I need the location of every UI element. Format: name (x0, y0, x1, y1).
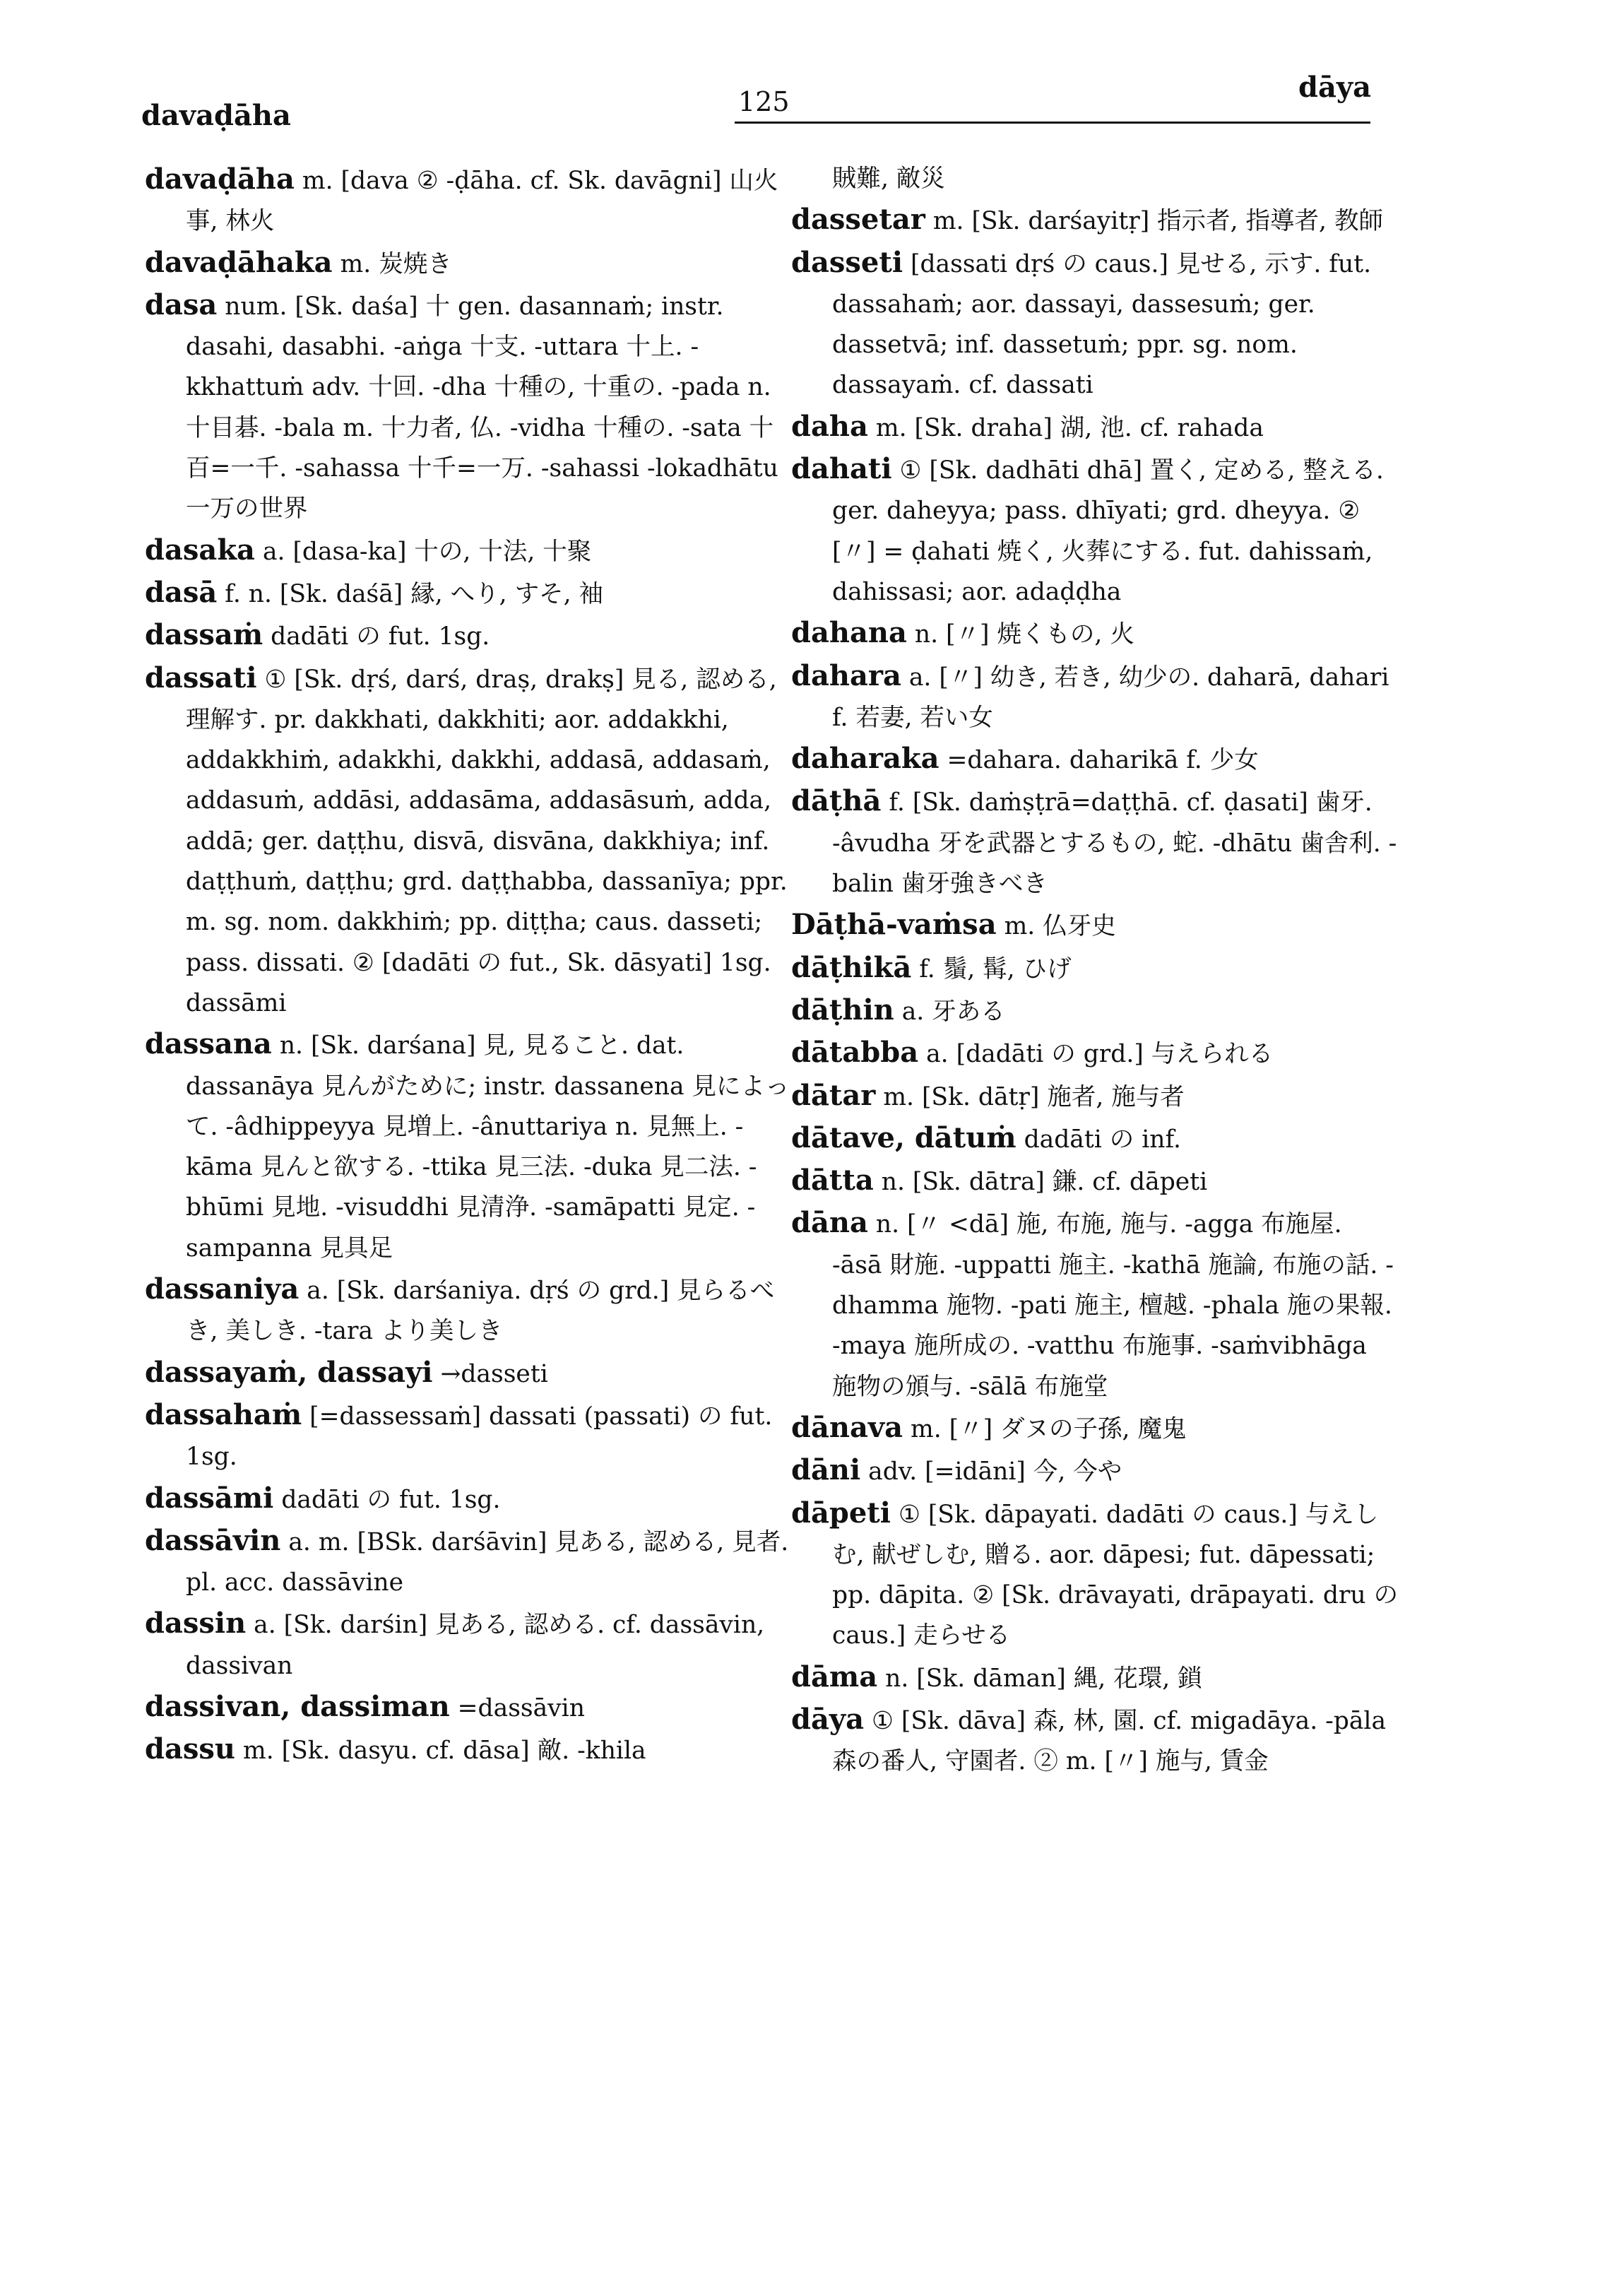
page-number: 125 (738, 86, 790, 117)
dictionary-entry (145, 1520, 795, 1604)
dictionary-entry (145, 572, 795, 615)
entry-definition: m. [Sk. darśayitṛ] 指示者, 指導者, 教師 (932, 207, 1383, 236)
entry-definition: a. [dasa-ka] 十の, 十法, 十聚 (262, 537, 592, 566)
dictionary-entry (145, 615, 795, 657)
dictionary-entry (145, 658, 795, 1024)
entry-headword: dassana (145, 1027, 272, 1061)
entry-definition: =dahara. daharikā f. 少女 (947, 746, 1259, 775)
entry-definition: m. [Sk. dātṛ] 施者, 施与者 (883, 1082, 1185, 1111)
entry-definition: m. [Sk. dasyu. cf. dāsa] 敵. -khila (242, 1737, 646, 1766)
entry-headword: dāpeti (791, 1496, 891, 1530)
entry-definition: f. n. [Sk. daśā] 縁, へり, すそ, 袖 (225, 579, 604, 608)
entry-headword: dāṭhā (791, 784, 882, 818)
entry-definition: ① [Sk. dadhāti dhā] 置く, 定める, 整える. ger. daheyya; pass. dhīyati; grd. dheyya. ② [〃] = ḍahati 焼く, 火葬にする. fut. dahissaṁ, dahissasi; aor. adaḍḍha (832, 456, 1384, 606)
entry-definition: a. m. [BSk. darśāvin] 見ある, 認める, 見者. pl. acc. dassāvine (186, 1527, 789, 1597)
entry-definition: →dasseti (440, 1359, 548, 1388)
entry-definition: dadāti の inf. (1024, 1125, 1181, 1154)
dictionary-entry (145, 1686, 795, 1729)
dictionary-entry (791, 1118, 1399, 1160)
entry-definition: dadāti の fut. 1sg. (281, 1485, 501, 1514)
entry-headword: dassati (145, 661, 257, 694)
dictionary-entry (145, 530, 795, 572)
dictionary-entry (791, 1493, 1399, 1657)
entry-definition: a. [〃] 幼き, 若き, 幼少の. daharā, dahari f. 若妻, 若い女 (832, 663, 1389, 732)
entry-definition: dadāti の fut. 1sg. (271, 622, 490, 651)
entry-definition: [dassati dṛś の caus.] 見せる, 示す. fut. dassahaṁ; aor. dassayi, dassesuṁ; ger. dassetvā; inf. dassetuṁ; ppr. sg. nom. dassayaṁ. cf. dassati (832, 249, 1372, 400)
entry-definition: ① [Sk. dāva] 森, 林, 園. cf. migadāya. -pāla 森の番人, 守園者. ② m. [〃] 施与, 賃金 (832, 1706, 1387, 1776)
entry-definition: m. [Sk. draha] 湖, 池. cf. rahada (875, 413, 1264, 442)
entry-definition: n. [Sk. darśana] 見, 見ること. dat. dassanāya 見んがために; instr. dassanena 見によって. -âdhippeyya 見増上. -ânuttariya n. 見無上. -kāma 見んと欲する. -ttika 見三法. -duka 見二法. -bhūmi 見地. -visuddhi 見清浄. -samāpatti 見定. -sampanna 見具足 (186, 1031, 790, 1263)
entry-headword: dahara (791, 658, 901, 692)
entry-definition: [=dassessaṁ] dassati (passati) の fut. 1sg. (186, 1402, 773, 1472)
dictionary-entry (145, 242, 795, 285)
entry-headword: dātave, dātuṁ (791, 1121, 1017, 1154)
dictionary-entry (791, 242, 1399, 406)
page-header (0, 0, 1624, 155)
dictionary-entry (791, 406, 1399, 449)
dictionary-entry (791, 656, 1399, 739)
entry-headword: dassāvin (145, 1523, 281, 1557)
entry-definition: a. 牙ある (901, 997, 1005, 1026)
entry-headword: daharaka (791, 742, 940, 776)
entry-definition: ① [Sk. dṛś, darś, draṣ, drakṣ] 見る, 認める, 理解す. pr. dakkhati, dakkhiti; aor. addakkhi, addakkhiṁ, adakkhi, dakkhi, addasā, addasaṁ, addasuṁ, addāsi, addasāma, addasāsuṁ, adda, addā; ger. daṭṭhu, disvā, disvāna, dakkhiya; inf. daṭṭhuṁ, daṭṭhu; grd. daṭṭhabba, dassanīya; ppr. m. sg. nom. dakkhiṁ; pp. diṭṭha; caus. dasseti; pass. dissati. ② [dadāti の fut., Sk. dāsyati] 1sg. dassāmi (186, 665, 788, 1017)
entry-headword: dahati (791, 452, 892, 486)
entry-headword: dāṭhin (791, 993, 894, 1027)
continuation-text: 賊難, 敵災 (832, 165, 945, 193)
entry-definition: m. [dava ② -ḍāha. cf. Sk. davāgni] 山火事, 林火 (186, 167, 778, 236)
dictionary-entry (145, 1269, 795, 1352)
entry-definition: f. [Sk. daṁṣṭrā=daṭṭhā. cf. ḍasati] 歯牙. -âvudha 牙を武器とするもの, 蛇. -dhātu 歯舎利. -balin 歯牙強きべき (832, 788, 1397, 899)
entry-headword: dāma (791, 1660, 878, 1693)
right-column-entries (791, 199, 1399, 1782)
header-rule (735, 122, 1370, 124)
entry-headword: dassetar (791, 203, 925, 237)
entry-headword: dassu (145, 1732, 236, 1766)
entry-definition: n. [Sk. dātra] 鎌. cf. dāpeti (881, 1168, 1208, 1197)
entry-headword: dassaniya (145, 1272, 300, 1306)
entry-definition: a. [Sk. darśaniya. dṛś の grd.] 見らるべき, 美しき. -tara より美しき (186, 1277, 775, 1346)
entry-definition: a. [Sk. darśin] 見ある, 認める. cf. dassāvin, dassivan (186, 1611, 765, 1680)
left-guide-word: davaḍāha (141, 99, 291, 132)
dictionary-entry (791, 1657, 1399, 1699)
dictionary-entry (791, 1450, 1399, 1492)
dictionary-entry (145, 1478, 795, 1520)
dictionary-entry (791, 1032, 1399, 1075)
entry-headword: dānava (791, 1410, 903, 1444)
dictionary-entry (145, 1395, 795, 1478)
dictionary-entry (791, 1075, 1399, 1118)
dictionary-entry (145, 1024, 795, 1269)
entry-definition: f. 鬚, 髯, ひげ (919, 954, 1072, 983)
entry-headword: dasaka (145, 533, 255, 567)
entry-definition: n. [Sk. dāman] 縄, 花環, 鎖 (885, 1664, 1202, 1693)
dictionary-entry (791, 1699, 1399, 1782)
entry-definition: num. [Sk. daśa] 十 gen. dasannaṁ; instr. dasahi, dasabhi. -aṅga 十支. -uttara 十上. -kkhattuṁ adv. 十回. -dha 十種の, 十重の. -pada n. 十目碁. -bala m. 十力者, 仏. -vidha 十種の. -sata 十百=一千. -sahassa 十千=一万. -sahassi -lokadhātu 一万の世界 (186, 292, 778, 524)
dictionary-entry (791, 947, 1399, 990)
entry-headword: dasa (145, 288, 218, 321)
entry-definition: a. [dadāti の grd.] 与えられる (926, 1040, 1274, 1069)
entry-headword: dātabba (791, 1036, 919, 1070)
entry-definition: =dassāvin (457, 1693, 585, 1722)
dictionary-entry (791, 1407, 1399, 1450)
entry-headword: dassaṁ (145, 618, 263, 652)
entry-headword: dātta (791, 1164, 874, 1198)
entry-headword: dāṭhikā (791, 950, 912, 984)
entry-headword: dassin (145, 1607, 247, 1640)
entry-definition: n. [〃] 焼くもの, 火 (914, 620, 1134, 649)
entry-definition: m. 仏牙史 (1004, 912, 1116, 941)
dictionary-entry (145, 159, 795, 242)
dictionary-entry (145, 285, 795, 530)
entry-headword: davaḍāhaka (145, 245, 333, 279)
dictionary-entry (791, 199, 1399, 242)
entry-headword: dāna (791, 1206, 868, 1240)
entry-headword: davaḍāha (145, 162, 295, 196)
dictionary-entry (791, 781, 1399, 904)
dictionary-entry (145, 1352, 795, 1395)
dictionary-entry (791, 1160, 1399, 1202)
entry-definition: ① [Sk. dāpayati. dadāti の caus.] 与えしむ, 献ぜしむ, 贈る. aor. dāpesi; fut. dāpessati; pp. dāpita. ② [Sk. drāvayati, drāpayati. dru の caus.] 走らせる (832, 1500, 1399, 1650)
entry-headword: dasā (145, 575, 218, 609)
right-guide-word: dāya (1298, 71, 1372, 104)
entry-headword: dahana (791, 616, 907, 650)
entry-headword: daha (791, 409, 868, 443)
entry-headword: dasseti (791, 245, 903, 279)
dictionary-entry (791, 613, 1399, 655)
dictionary-entry (145, 1729, 795, 1771)
dictionary-entry (145, 1603, 795, 1686)
entry-headword: dassayaṁ, dassayi (145, 1355, 433, 1389)
right-column (791, 159, 1399, 1782)
entry-headword: dāni (791, 1453, 861, 1487)
entry-headword: dassahaṁ (145, 1397, 302, 1431)
entry-headword: dātar (791, 1078, 876, 1112)
entry-definition: m. [〃] ダヌの子孫, 魔鬼 (911, 1414, 1187, 1443)
entry-headword: dāya (791, 1702, 865, 1736)
dictionary-entry (791, 990, 1399, 1032)
dictionary-entry (791, 1202, 1399, 1407)
entry-headword: dassivan, dassiman (145, 1689, 450, 1723)
entry-headword: Dāṭhā-vaṁsa (791, 908, 997, 942)
left-column (145, 159, 795, 1772)
dictionary-entry (791, 449, 1399, 613)
dictionary-entry (791, 904, 1399, 947)
entry-definition: n. [〃 <dā] 施, 布施, 施与. -agga 布施屋. -āsā 財施. -uppatti 施主. -kathā 施論, 布施の話. -dhamma 施物. -pati 施主, 檀越. -phala 施の果報. -maya 施所成の. -vatthu 布施事. -saṁvibhāga 施物の頒与. -sālā 布施堂 (832, 1210, 1394, 1401)
dictionary-entry (791, 738, 1399, 781)
entry-headword: dassāmi (145, 1481, 274, 1515)
entry-definition: adv. [=idāni] 今, 今や (868, 1458, 1122, 1486)
entry-definition: m. 炭焼き (340, 249, 452, 278)
